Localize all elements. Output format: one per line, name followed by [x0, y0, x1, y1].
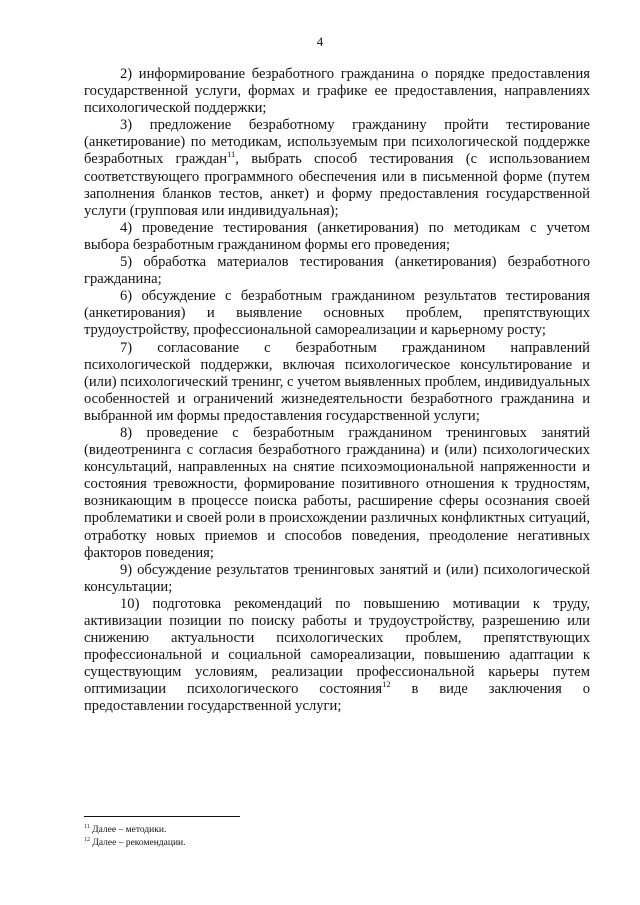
list-item-5: 5) обработка материалов тестирования (анкетирования) безработного гражданина;: [84, 254, 590, 288]
footnote-text-12: Далее – рекомендации.: [90, 837, 186, 848]
page-number: 4: [316, 34, 324, 49]
list-item-10: [84, 596, 590, 716]
footnote-divider: [84, 816, 240, 817]
document-body: [84, 66, 590, 716]
footnote-mark-12: 12: [84, 836, 90, 843]
list-item-3-text-cont: , выбрать способ тестирования (с использованием соответствующего программного обеспечения или в письменной форме (путем заполнения бланков тестов, анкет) и форму предоставления государственной услуги (групповая или индивидуальная);: [84, 151, 590, 219]
list-item-8: 8) проведение с безработным гражданином тренинговых занятий (видеотренинга с согласия безработного гражданина) и (или) психологических консультаций, направленных на снятие психоэмоциональной напряженности и состояния тревожности, формирование позитивного отношения к трудностям, возникающим в процессе поиска работы, расширение сферы осознания своей проблематики и своей роли в происхождении различных конфликтных ситуаций, отработку новых приемов и способов поведения, преодоление негативных факторов поведения;: [84, 424, 590, 561]
list-item-9: 9) обсуждение результатов тренинговых занятий и (или) психологической консультации;: [84, 561, 590, 595]
list-item-6: 6) обсуждение с безработным гражданином результатов тестирования (анкетирования) и выявление основных проблем, препятствующих трудоустройству, профессиональной самореализации и карьерному росту;: [84, 288, 590, 339]
list-item-3-text: 3) предложение безработному гражданину пройти тестирование (анкетирование) по методикам, используемым при психологической поддержке безработных граждан: [84, 117, 590, 168]
list-item-3: [84, 117, 590, 220]
list-item-2: 2) информирование безработного гражданина о порядке предоставления государственной услуги, формах и графике ее предоставления, направлениях психологической поддержки;: [84, 66, 590, 117]
footnote-text-11: Далее – методики.: [89, 825, 167, 835]
footnotes: [84, 824, 590, 849]
footnote-ref-12: 12: [382, 679, 391, 690]
list-item-7: 7) согласование с безработным гражданином направлений психологической поддержки, включая психологическое консультирование и (или) психологический тренинг, с учетом выявленных проблем, индивидуальных особенностей и ограничений жизнедеятельности безработного гражданина и выбранной им формы предоставления государственной услуги;: [84, 339, 590, 424]
list-item-10-text: 10) подготовка рекомендаций по повышению мотивации к труду, активизации позиции по поиску работы и трудоустройству, разрешению или снижению актуальности психологических проблем, препятствующих профессиональной и социальной самореализации, повышению адаптации к существующим условиям, реализации профессиональной карьеры путем оптимизации психологического состояния: [84, 595, 590, 698]
footnote-mark-11: 11: [84, 824, 90, 830]
footnote-12: [84, 837, 590, 850]
list-item-10-text-cont: в виде заключения о предоставлении государственной услуги;: [84, 681, 590, 715]
list-item-4: 4) проведение тестирования (анкетирования) по методикам с учетом выбора безработным гражданином формы его проведения;: [84, 219, 590, 253]
footnote-ref-11: 11: [227, 149, 236, 160]
footnote-11: [84, 824, 590, 837]
